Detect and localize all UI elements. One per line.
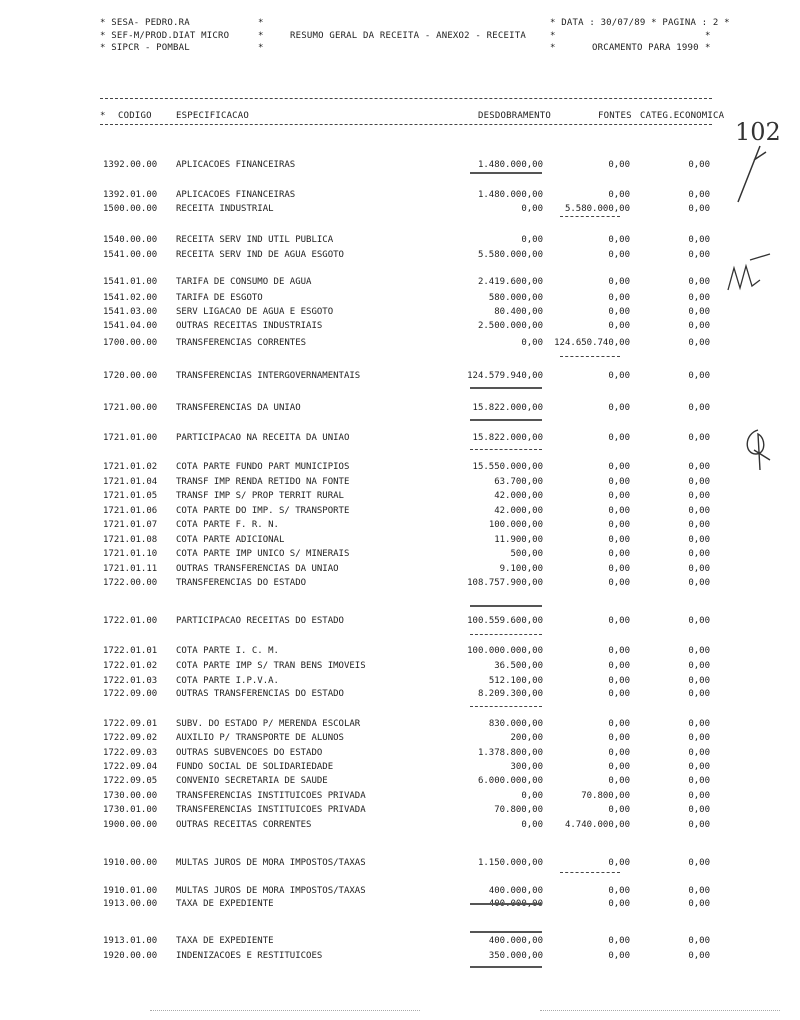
table-row [0,791,800,802]
row-specification: MULTAS JUROS DE MORA IMPOSTOS/TAXAS [176,858,366,868]
row-sources-value: 0,00 [608,190,630,200]
row-sources-value: 0,00 [608,689,630,699]
row-breakdown-value: 100.559.600,00 [467,616,543,626]
row-sources-value: 124.650.740,00 [554,338,630,348]
header-bottom-rule [100,124,712,125]
table-row [0,307,800,318]
row-breakdown-value: 15.822.000,00 [472,403,543,413]
row-code: 1540.00.00 [103,235,158,245]
table-row [0,535,800,546]
row-code: 1722.09.05 [103,776,158,786]
table-row [0,886,800,897]
subtotal-rule [470,419,542,423]
row-code: 1541.00.00 [103,250,158,260]
table-row [0,899,800,910]
row-category-value: 0,00 [688,564,710,574]
table-row [0,549,800,560]
subtotal-rule [560,356,620,357]
row-code: 1910.00.00 [103,858,158,868]
subtotal-rule [470,387,542,391]
table-row [0,858,800,869]
row-code: 1722.00.00 [103,578,158,588]
row-code: 1721.01.00 [103,433,158,443]
row-specification: RECEITA SERV IND UTIL PUBLICA [176,235,334,245]
row-sources-value: 0,00 [608,858,630,868]
table-row [0,160,800,171]
row-specification: COTA PARTE F. R. N. [176,520,279,530]
row-sources-value: 0,00 [608,477,630,487]
col-sources: FONTES [598,111,632,121]
row-breakdown-value: 8.209.300,00 [477,689,543,699]
row-breakdown-value: 1.480.000,00 [477,160,543,170]
header-star-4: * [550,31,556,41]
row-code: 1541.02.00 [103,293,158,303]
row-specification: TARIFA DE CONSUMO DE AGUA [176,277,312,287]
subtotal-rule [470,449,542,450]
row-code: 1722.01.00 [103,616,158,626]
table-row [0,776,800,787]
row-specification: TRANSF IMP S/ PROP TERRIT RURAL [176,491,344,501]
row-sources-value: 0,00 [608,661,630,671]
row-category-value: 0,00 [688,733,710,743]
row-sources-value: 0,00 [608,646,630,656]
col-spec: ESPECIFICACAO [176,111,250,121]
subtotal-rule [470,172,542,176]
report-title: RESUMO GERAL DA RECEITA - ANEXO2 - RECEITA [290,31,526,41]
row-specification: AUXILIO P/ TRANSPORTE DE ALUNOS [176,733,344,743]
row-breakdown-value: 0,00 [521,235,543,245]
table-row [0,805,800,816]
row-specification: FUNDO SOCIAL DE SOLIDARIEDADE [176,762,334,772]
row-specification: COTA PARTE I.P.V.A. [176,676,279,686]
subtotal-rule [470,605,542,609]
header-org-line-1: * SESA- PEDRO.RA [100,18,190,28]
header-date-page: * DATA : 30/07/89 * PAGINA : 2 * [550,18,730,28]
row-category-value: 0,00 [688,858,710,868]
row-sources-value: 0,00 [608,733,630,743]
table-row [0,689,800,700]
subtotal-rule [470,634,542,635]
table-row [0,477,800,488]
row-category-value: 0,00 [688,762,710,772]
row-code: 1722.09.04 [103,762,158,772]
row-code: 1730.00.00 [103,791,158,801]
row-specification: TRANSF IMP RENDA RETIDO NA FONTE [176,477,350,487]
table-row [0,204,800,215]
row-breakdown-value: 1.150.000,00 [477,858,543,868]
row-sources-value: 0,00 [608,805,630,815]
row-category-value: 0,00 [688,277,710,287]
row-sources-value: 0,00 [608,235,630,245]
row-specification: SUBV. DO ESTADO P/ MERENDA ESCOLAR [176,719,361,729]
table-row [0,235,800,246]
header-star-1: * [258,18,264,28]
table-row [0,190,800,201]
row-code: 1721.01.04 [103,477,158,487]
subtotal-rule [560,872,620,873]
header-org-line-2: * SEF-M/PROD.DIAT MICRO [100,31,230,41]
table-row [0,293,800,304]
row-breakdown-value: 6.000.000,00 [477,776,543,786]
col-category: CATEG.ECONOMICA [640,111,725,121]
row-specification: TRANSFERENCIAS INTERGOVERNAMENTAIS [176,371,361,381]
table-row [0,277,800,288]
col-breakdown: DESDOBRAMENTO [478,111,552,121]
row-code: 1913.00.00 [103,899,158,909]
row-breakdown-value: 1.378.800,00 [477,748,543,758]
row-specification: MULTAS JUROS DE MORA IMPOSTOS/TAXAS [176,886,366,896]
table-row [0,321,800,332]
row-specification: TRANSFERENCIAS DO ESTADO [176,578,307,588]
row-sources-value: 0,00 [608,549,630,559]
table-row [0,462,800,473]
row-code: 1500.00.00 [103,204,158,214]
row-specification: TAXA DE EXPEDIENTE [176,936,274,946]
row-category-value: 0,00 [688,748,710,758]
row-breakdown-value: 0,00 [521,791,543,801]
row-breakdown-value: 500,00 [510,549,543,559]
row-category-value: 0,00 [688,676,710,686]
row-code: 1722.09.01 [103,719,158,729]
subtotal-rule [470,931,542,935]
row-code: 1721.01.06 [103,506,158,516]
row-sources-value: 0,00 [608,748,630,758]
row-sources-value: 70.800,00 [581,791,630,801]
row-category-value: 0,00 [688,899,710,909]
row-sources-value: 0,00 [608,520,630,530]
table-row [0,506,800,517]
row-breakdown-value: 512.100,00 [488,676,543,686]
header-star-7: * [705,43,711,53]
row-category-value: 0,00 [688,307,710,317]
handwritten-page-number: 102 [735,118,781,146]
row-breakdown-value: 350.000,00 [488,951,543,961]
row-sources-value: 0,00 [608,462,630,472]
row-code: 1722.01.03 [103,676,158,686]
row-sources-value: 5.580.000,00 [564,204,630,214]
row-breakdown-value: 400.000,00 [488,886,543,896]
row-specification: SERV LIGACAO DE AGUA E ESGOTO [176,307,334,317]
col-code: CODIGO [118,111,152,121]
row-breakdown-value: 580.000,00 [488,293,543,303]
header-top-rule [100,98,712,99]
row-category-value: 0,00 [688,491,710,501]
row-category-value: 0,00 [688,477,710,487]
row-specification: RECEITA INDUSTRIAL [176,204,274,214]
row-code: 1392.01.00 [103,190,158,200]
row-sources-value: 0,00 [608,321,630,331]
row-specification: COTA PARTE IMP S/ TRAN BENS IMOVEIS [176,661,366,671]
row-specification: RECEITA SERV IND DE AGUA ESGOTO [176,250,344,260]
row-category-value: 0,00 [688,403,710,413]
row-category-value: 0,00 [688,805,710,815]
row-code: 1722.01.02 [103,661,158,671]
row-category-value: 0,00 [688,886,710,896]
row-category-value: 0,00 [688,520,710,530]
row-breakdown-value: 42.000,00 [494,506,543,516]
row-category-value: 0,00 [688,719,710,729]
row-code: 1722.09.03 [103,748,158,758]
row-code: 1721.01.11 [103,564,158,574]
row-category-value: 0,00 [688,791,710,801]
header-star-6: * [550,43,556,53]
row-sources-value: 0,00 [608,293,630,303]
row-category-value: 0,00 [688,338,710,348]
row-breakdown-value: 830.000,00 [488,719,543,729]
row-category-value: 0,00 [688,293,710,303]
row-breakdown-value: 2.500.000,00 [477,321,543,331]
table-row [0,403,800,414]
row-code: 1730.01.00 [103,805,158,815]
row-breakdown-value: 15.822.000,00 [472,433,543,443]
row-breakdown-value: 70.800,00 [494,805,543,815]
row-sources-value: 0,00 [608,250,630,260]
row-sources-value: 0,00 [608,776,630,786]
row-code: 1541.01.00 [103,277,158,287]
scan-artifact [540,1010,780,1011]
row-breakdown-value: 0,00 [521,204,543,214]
row-breakdown-value: 108.757.900,00 [467,578,543,588]
row-breakdown-value: 36.500,00 [494,661,543,671]
table-row [0,646,800,657]
row-breakdown-value: 5.580.000,00 [477,250,543,260]
row-code: 1913.01.00 [103,936,158,946]
row-category-value: 0,00 [688,951,710,961]
subtotal-rule [470,706,542,707]
row-specification: COTA PARTE DO IMP. S/ TRANSPORTE [176,506,350,516]
row-category-value: 0,00 [688,936,710,946]
row-category-value: 0,00 [688,578,710,588]
scan-artifact [150,1010,420,1011]
row-breakdown-value: 1.480.000,00 [477,190,543,200]
row-breakdown-value: 9.100,00 [499,564,543,574]
row-category-value: 0,00 [688,535,710,545]
row-specification: COTA PARTE FUNDO PART MUNICIPIOS [176,462,350,472]
row-code: 1721.01.05 [103,491,158,501]
row-sources-value: 0,00 [608,886,630,896]
table-row [0,951,800,962]
row-specification: TARIFA DE ESGOTO [176,293,263,303]
row-code: 1700.00.00 [103,338,158,348]
row-breakdown-value: 42.000,00 [494,491,543,501]
row-specification: TRANSFERENCIAS CORRENTES [176,338,307,348]
row-sources-value: 0,00 [608,491,630,501]
row-code: 1920.00.00 [103,951,158,961]
row-breakdown-value: 11.900,00 [494,535,543,545]
row-code: 1721.00.00 [103,403,158,413]
header-org-line-3: * SIPCR - POMBAL [100,43,190,53]
subtotal-rule [470,966,542,970]
table-row [0,936,800,947]
row-breakdown-value: 100.000,00 [488,520,543,530]
table-row [0,564,800,575]
table-row [0,578,800,589]
row-breakdown-value: 300,00 [510,762,543,772]
row-category-value: 0,00 [688,250,710,260]
row-specification: PARTICIPACAO RECEITAS DO ESTADO [176,616,344,626]
row-sources-value: 0,00 [608,899,630,909]
row-sources-value: 0,00 [608,676,630,686]
table-row [0,719,800,730]
table-row [0,733,800,744]
row-sources-value: 4.740.000,00 [564,820,630,830]
row-breakdown-value: 2.419.600,00 [477,277,543,287]
row-code: 1722.09.02 [103,733,158,743]
row-category-value: 0,00 [688,462,710,472]
table-row [0,250,800,261]
row-specification: CONVENIO SECRETARIA DE SAUDE [176,776,328,786]
row-breakdown-value: 63.700,00 [494,477,543,487]
row-breakdown-value: 80.400,00 [494,307,543,317]
row-breakdown-value: 100.000.000,00 [467,646,543,656]
budget-year: ORCAMENTO PARA 1990 [592,43,699,53]
row-category-value: 0,00 [688,235,710,245]
table-row [0,762,800,773]
header-star-5: * [705,31,711,41]
row-code: 1720.00.00 [103,371,158,381]
row-category-value: 0,00 [688,321,710,331]
row-specification: TRANSFERENCIAS DA UNIAO [176,403,301,413]
row-specification: APLICACOES FINANCEIRAS [176,190,296,200]
row-code: 1721.01.08 [103,535,158,545]
subtotal-rule [560,216,620,217]
row-category-value: 0,00 [688,190,710,200]
row-specification: COTA PARTE ADICIONAL [176,535,285,545]
subtotal-rule [470,903,542,907]
row-code: 1722.09.00 [103,689,158,699]
row-category-value: 0,00 [688,616,710,626]
row-code: 1721.01.07 [103,520,158,530]
row-category-value: 0,00 [688,506,710,516]
row-sources-value: 0,00 [608,160,630,170]
row-category-value: 0,00 [688,371,710,381]
row-specification: PARTICIPACAO NA RECEITA DA UNIAO [176,433,350,443]
row-sources-value: 0,00 [608,535,630,545]
row-code: 1541.03.00 [103,307,158,317]
row-sources-value: 0,00 [608,719,630,729]
row-breakdown-value: 400.000,00 [488,899,543,909]
row-specification: COTA PARTE IMP UNICO S/ MINERAIS [176,549,350,559]
table-row [0,748,800,759]
row-breakdown-value: 400.000,00 [488,936,543,946]
row-code: 1910.01.00 [103,886,158,896]
row-category-value: 0,00 [688,160,710,170]
row-category-value: 0,00 [688,661,710,671]
table-row [0,371,800,382]
row-breakdown-value: 0,00 [521,338,543,348]
row-code: 1900.00.00 [103,820,158,830]
row-specification: TRANSFERENCIAS INSTITUICOES PRIVADA [176,791,366,801]
row-breakdown-value: 200,00 [510,733,543,743]
row-specification: INDENIZACOES E RESTITUICOES [176,951,323,961]
row-category-value: 0,00 [688,820,710,830]
table-row [0,616,800,627]
row-sources-value: 0,00 [608,506,630,516]
header-star-2: * [258,31,264,41]
row-specification: OUTRAS TRANSFERENCIAS DO ESTADO [176,689,344,699]
row-specification: TAXA DE EXPEDIENTE [176,899,274,909]
table-row [0,338,800,349]
table-row [0,491,800,502]
row-sources-value: 0,00 [608,277,630,287]
row-category-value: 0,00 [688,689,710,699]
row-sources-value: 0,00 [608,762,630,772]
row-category-value: 0,00 [688,776,710,786]
row-sources-value: 0,00 [608,578,630,588]
row-specification: OUTRAS SUBVENCOES DO ESTADO [176,748,323,758]
row-code: 1541.04.00 [103,321,158,331]
table-row [0,520,800,531]
row-specification: OUTRAS RECEITAS INDUSTRIAIS [176,321,323,331]
row-breakdown-value: 15.550.000,00 [472,462,543,472]
row-sources-value: 0,00 [608,371,630,381]
row-specification: TRANSFERENCIAS INSTITUICOES PRIVADA [176,805,366,815]
table-row [0,433,800,444]
row-sources-value: 0,00 [608,403,630,413]
row-specification: APLICACOES FINANCEIRAS [176,160,296,170]
row-code: 1721.01.02 [103,462,158,472]
header-star-3: * [258,43,264,53]
row-breakdown-value: 0,00 [521,820,543,830]
row-breakdown-value: 124.579.940,00 [467,371,543,381]
row-category-value: 0,00 [688,204,710,214]
row-sources-value: 0,00 [608,616,630,626]
table-row [0,661,800,672]
row-code: 1392.00.00 [103,160,158,170]
row-sources-value: 0,00 [608,433,630,443]
col-star: * [100,111,106,121]
row-specification: COTA PARTE I. C. M. [176,646,279,656]
row-code: 1722.01.01 [103,646,158,656]
table-row [0,676,800,687]
row-category-value: 0,00 [688,433,710,443]
row-category-value: 0,00 [688,549,710,559]
row-sources-value: 0,00 [608,951,630,961]
table-row [0,820,800,831]
row-sources-value: 0,00 [608,307,630,317]
row-sources-value: 0,00 [608,936,630,946]
row-category-value: 0,00 [688,646,710,656]
row-code: 1721.01.10 [103,549,158,559]
row-specification: OUTRAS RECEITAS CORRENTES [176,820,312,830]
row-specification: OUTRAS TRANSFERENCIAS DA UNIAO [176,564,339,574]
row-sources-value: 0,00 [608,564,630,574]
